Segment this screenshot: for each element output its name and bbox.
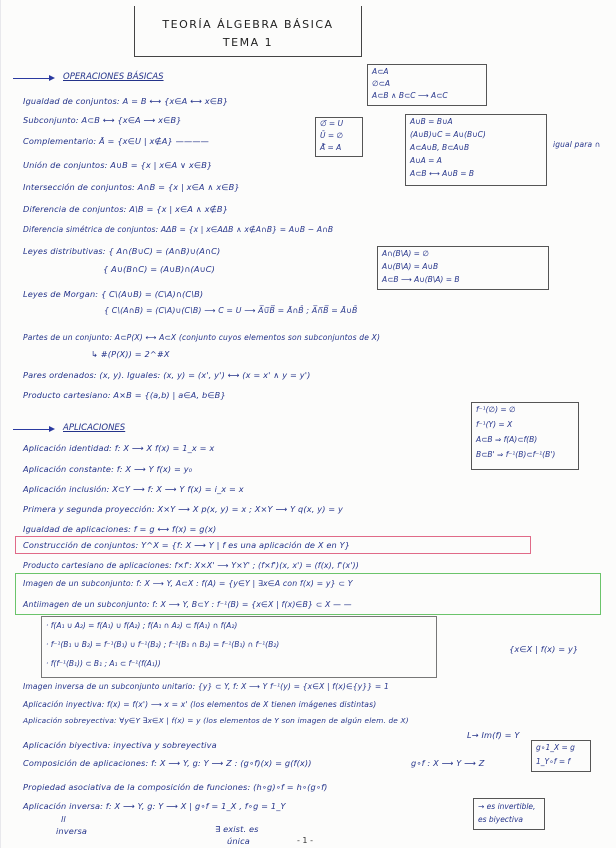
title-box — [134, 6, 362, 57]
box-line: A∪A = A — [410, 156, 442, 165]
note-line: Igualdad de conjuntos: A = B ⟷ {x∈A ⟷ x∈B} — [23, 96, 229, 106]
note-line: Igualdad de aplicaciones: f = g ⟷ f(x) = g(x) — [23, 524, 217, 534]
side-note-im: L→ Im(f) = Y — [467, 730, 520, 740]
box-difference-properties — [377, 246, 549, 290]
box-line: B⊂B' ⇒ f⁻¹(B)⊂f⁻¹(B') — [476, 450, 556, 459]
note-line: Primera y segunda proyección: X×Y ⟶ X p(x, y) = x ; X×Y ⟶ Y q(x, y) = y — [23, 504, 344, 514]
section-heading-operaciones: OPERACIONES BÁSICAS — [63, 72, 164, 82]
note-line: ↳ #(P(X)) = 2^#X — [91, 349, 170, 359]
box-line: A⊂B ⇒ f(A)⊂f(B) — [476, 435, 538, 444]
note-line: Diferencia de conjuntos: A\B = {x | x∈A ∧ x∉B} — [23, 204, 229, 214]
note-line: Aplicación sobreyectiva: ∀y∈Y ∃x∈X | f(x) = y (los elementos de Y son imagen de algún elem. de X) — [23, 716, 409, 725]
note-line: Construcción de conjuntos: Y^X = {f: X ⟶ Y | f es una aplicación de X en Y} — [23, 540, 351, 550]
note-line: Unión de conjuntos: A∪B = {x | x∈A ∨ x∈B} — [23, 160, 213, 170]
note-line: Aplicación identidad: f: X ⟶ X f(x) = 1_x = x — [23, 443, 215, 453]
box-line: A⊂A — [372, 67, 389, 76]
note-line: { A∪(B∩C) = (A∪B)∩(A∪C) — [103, 264, 215, 274]
box-line: A⊂A∪B, B⊂A∪B — [410, 143, 470, 152]
page-subtitle: TEMA 1 — [222, 36, 274, 49]
note-line: Aplicación inversa: f: X ⟶ Y, g: Y ⟶ X | g∘f = 1_X , f∘g = 1_Y — [23, 801, 286, 811]
box-line: A⊂B ⟷ A∪B = B — [410, 169, 475, 178]
box-line: ∅̄ = U — [320, 119, 344, 128]
side-note-unica: única — [227, 836, 250, 846]
box-identity-composition — [531, 740, 591, 772]
note-line: Aplicación biyectiva: inyectiva y sobreyectiva — [23, 740, 217, 750]
box-line: Ā̄ = A — [320, 143, 342, 152]
box-line: (A∪B)∪C = A∪(B∪C) — [410, 130, 486, 139]
box-line: · f(A₁ ∪ A₂) = f(A₁) ∪ f(A₂) ; f(A₁ ∩ A₂) ⊂ f(A₁) ∩ f(A₂) — [46, 621, 238, 630]
page-number: - 1 - — [297, 836, 313, 845]
note-line: Propiedad asociativa de la composición de funciones: (h∘g)∘f = h∘(g∘f) — [23, 782, 328, 792]
note-line: { C\(A∩B) = (C\A)∪(C\B) ⟶ C = U ⟶ A̅∪̅B̅ = Ā∩B̄ ; A̅∩̅B̅ = Ā∪B̄ — [104, 306, 358, 315]
box-line: · f(f⁻¹(B₁)) ⊂ B₁ ; A₁ ⊂ f⁻¹(f(A₁)) — [46, 659, 161, 668]
note-line: Leyes de Morgan: { C\(A∪B) = (C\A)∩(C\B) — [23, 289, 204, 299]
box-union-properties — [405, 114, 547, 186]
section-heading-aplicaciones: APLICACIONES — [63, 423, 126, 433]
box-inclusion-properties — [367, 64, 487, 106]
note-line: Aplicación inyectiva: f(x) = f(x') ⟶ x = x' (los elementos de X tienen imágenes distintas) — [23, 700, 377, 709]
note-line: Diferencia simétrica de conjuntos: AΔB = {x | x∈AΔB ∧ x∉A∩B} = A∪B − A∩B — [23, 225, 334, 234]
box-preimage-properties — [471, 402, 579, 470]
note-line: Pares ordenados: (x, y). Iguales: (x, y) = (x', y') ⟷ (x = x' ∧ y = y') — [23, 370, 311, 380]
section-arrow — [13, 429, 53, 430]
box-complement-properties — [315, 117, 363, 157]
box-line: A⊂B ⟶ A∪(B\A) = B — [382, 275, 460, 284]
note-line: Intersección de conjuntos: A∩B = {x | x∈A ∧ x∈B} — [23, 182, 240, 192]
box-line: A∪(B\A) = A∪B — [382, 262, 439, 271]
section-arrow — [13, 78, 53, 79]
side-note-composition: g∘f : X ⟶ Y ⟶ Z — [411, 758, 485, 768]
note-line: Producto cartesiano de aplicaciones: f×f': X×X' ⟶ Y×Y' ; (f×f')(x, x') = (f(x), f'(x')) — [23, 561, 359, 570]
box-line: 1_Y∘f = f — [536, 757, 571, 766]
page-title: TEORÍA ÁLGEBRA BÁSICA — [162, 18, 334, 31]
note-line: Imagen de un subconjunto: f: X ⟶ Y, A⊂X : f(A) = {y∈Y | ∃x∈A con f(x) = y} ⊂ Y — [23, 579, 353, 588]
box-invertible-note — [473, 798, 545, 830]
side-note-inversa: inversa — [56, 826, 88, 836]
box-line: A⊂B ∧ B⊂C ⟶ A⊂C — [372, 91, 448, 100]
note-line: Leyes distributivas: { A∩(B∪C) = (A∩B)∪(A∩C) — [23, 246, 221, 256]
box-line: A∪B = B∪A — [410, 117, 453, 126]
note-line: Partes de un conjunto: A⊂P(X) ⟷ A⊂X (conjunto cuyos elementos son subconjuntos de X) — [23, 333, 381, 342]
note-line: Subconjunto: A⊂B ⟷ {x∈A ⟶ x∈B} — [23, 115, 182, 125]
note-line: Aplicación constante: f: X ⟶ Y f(x) = y₀ — [23, 464, 193, 474]
note-line: Composición de aplicaciones: f: X ⟶ Y, g: Y ⟶ Z : (g∘f)(x) = g(f(x)) — [23, 758, 312, 768]
note-line: Antiimagen de un subconjunto: f: X ⟶ Y, B⊂Y : f⁻¹(B) = {x∈X | f(x)∈B} ⊂ X — — — [23, 600, 352, 609]
box-line: A∩(B\A) = ∅ — [382, 249, 429, 258]
box-line: Ū = ∅ — [320, 131, 344, 140]
box-line: g∘1_X = g — [536, 743, 575, 752]
side-note-fiber: {x∈X | f(x) = y} — [509, 644, 579, 654]
side-note-equals: ll — [61, 814, 66, 824]
note-line: Complementario: Ā = {x∈U | x∉A} ———— — [23, 136, 210, 146]
box-line: · f⁻¹(B₁ ∪ B₂) = f⁻¹(B₁) ∪ f⁻¹(B₂) ; f⁻¹(B₁ ∩ B₂) = f⁻¹(B₁) ∩ f⁻¹(B₂) — [46, 640, 280, 649]
note-line: Producto cartesiano: A×B = {(a,b) | a∈A, b∈B} — [23, 390, 226, 400]
box-image-properties — [41, 616, 437, 678]
box-line: f⁻¹(∅) = ∅ — [476, 405, 516, 414]
side-note-igual: igual para ∩ — [553, 140, 601, 149]
box-line: → es invertible, — [478, 802, 536, 811]
box-line: f⁻¹(Y) = X — [476, 420, 513, 429]
side-note-exist: ∃ exist. es — [215, 824, 259, 834]
note-line: Aplicación inclusión: X⊂Y ⟶ f: X ⟶ Y f(x) = i_x = x — [23, 484, 244, 494]
note-line: Imagen inversa de un subconjunto unitario: {y} ⊂ Y, f: X ⟶ Y f⁻¹(y) = {x∈X | f(x)∈{y}} = 1 — [23, 682, 389, 691]
box-line: ∅⊂A — [372, 79, 390, 88]
box-line: es biyectiva — [478, 815, 523, 824]
